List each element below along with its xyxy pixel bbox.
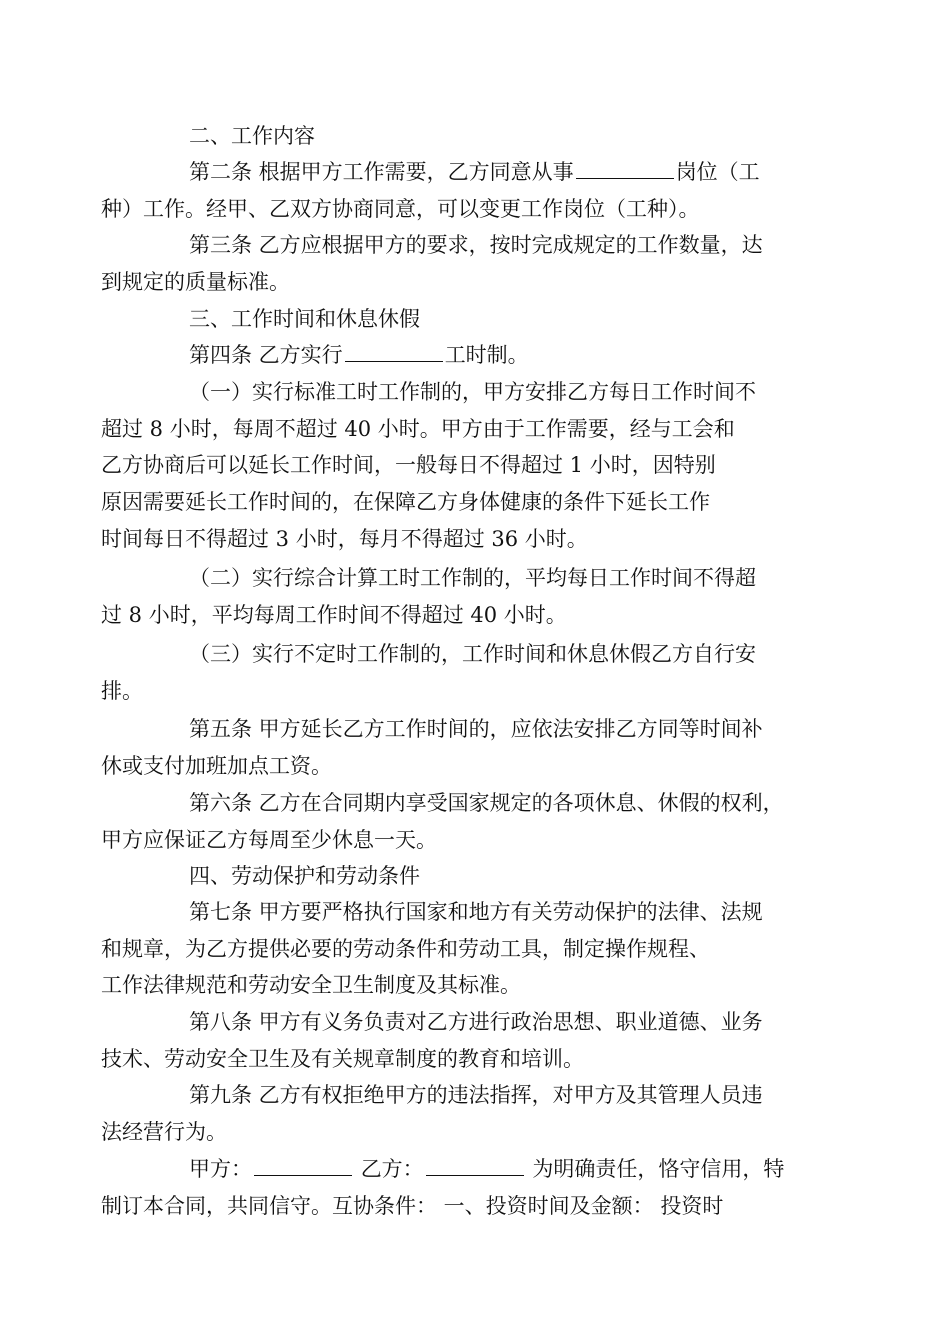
article-4: 第四条 乙方实行 工时制。 (189, 343, 529, 367)
article-3: 第三条 乙方应根据甲方的要求，按时完成规定的工作数量，达 到规定的质量标准。 (101, 233, 763, 294)
item-flexible-hours: （三）实行不定时工作制的，工作时间和休息休假乙方自行安 排。 (101, 642, 756, 703)
item-comprehensive-hours: （二）实行综合计算工时工作制的，平均每日工作时间不得超 过 8 小时，平均每周工作时间不得超过 40 小时。 (101, 566, 756, 627)
blank-hour-system (345, 360, 443, 362)
parties-clause: 甲方： 乙方： 为明确责任，恪守信用，特 制订本合同，共同信守。互协条件： 一、投资时间及金额： 投资时 (101, 1157, 785, 1218)
section-title-work-content: 二、工作内容 (189, 124, 315, 148)
article-9: 第九条 乙方有权拒绝甲方的违法指挥，对甲方及其管理人员违 法经营行为。 (101, 1083, 763, 1144)
blank-party-a (254, 1174, 352, 1176)
article-7: 第七条 甲方要严格执行国家和地方有关劳动保护的法律、法规 和规章，为乙方提供必要的劳动条件和劳动工具，制定操作规程、 工作法律规范和劳动安全卫生制度及其标准。 (101, 900, 763, 998)
blank-position (576, 177, 674, 179)
section-title-working-hours: 三、工作时间和休息休假 (189, 307, 420, 331)
article-8: 第八条 甲方有义务负责对乙方进行政治思想、职业道德、业务 技术、劳动安全卫生及有关规章制度的教育和培训。 (101, 1010, 763, 1071)
article-5: 第五条 甲方延长乙方工作时间的，应依法安排乙方同等时间补 休或支付加班加点工资。 (101, 717, 763, 778)
item-standard-hours: （一）实行标准工时工作制的，甲方安排乙方每日工作时间不 超过 8 小时，每周不超过 40 小时。甲方由于工作需要，经与工会和 乙方协商后可以延长工作时间，一般每日不得超过 1 小时，因特别 原因需要延长工作时间的，在保障乙方身体健康的条件下延长工作 时间每日不得超过 3 小时，每月不得超过 36 小时。 (101, 380, 756, 551)
article-6: 第六条 乙方在合同期内享受国家规定的各项休息、休假的权利， 甲方应保证乙方每周至少休息一天。 (101, 791, 784, 852)
blank-party-b (426, 1174, 524, 1176)
article-2: 第二条 根据甲方工作需要，乙方同意从事 岗位（工 种）工作。经甲、乙双方协商同意，可以变更工作岗位（工种）。 (101, 160, 760, 221)
section-title-labor-protection: 四、劳动保护和劳动条件 (189, 864, 420, 888)
